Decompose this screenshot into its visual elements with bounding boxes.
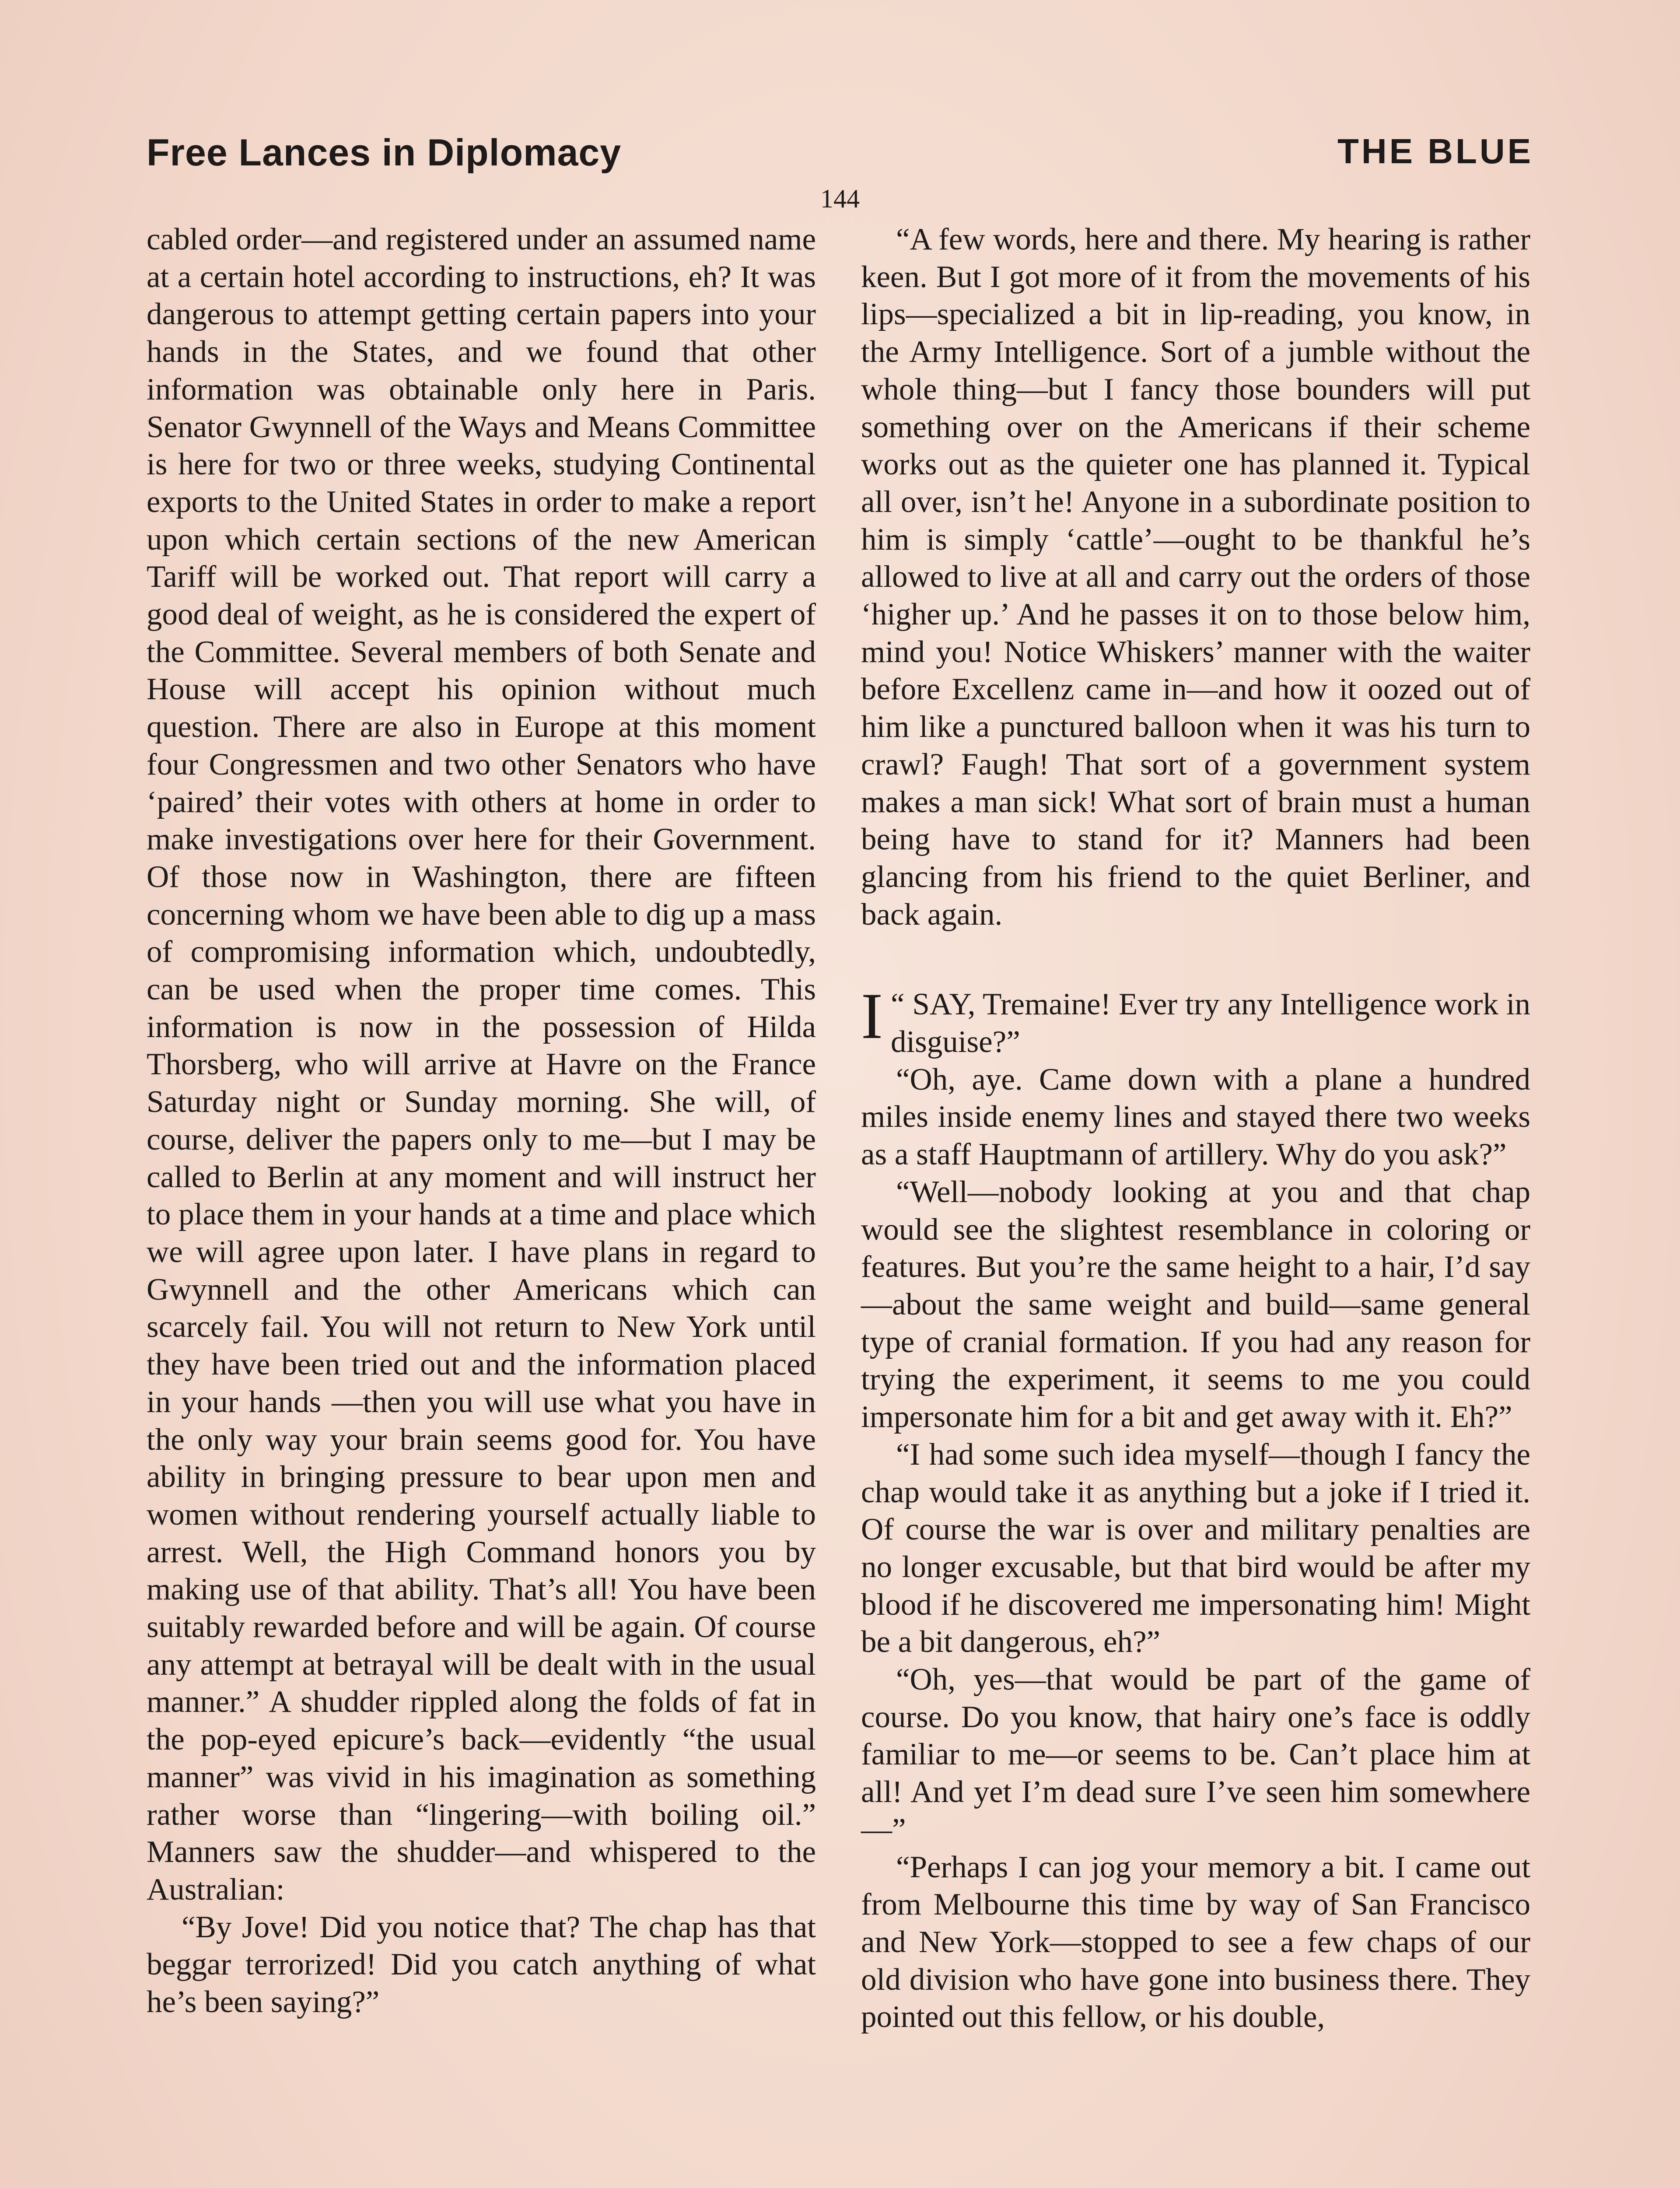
opening-text: SAY, Tremaine! Ever try any Intelligence work in disguise?”	[890, 987, 1530, 1059]
left-paragraph-1: cabled order—and registered under an assumed name at a certain hotel according to instructions, eh? It was dangerous to attempt getting certain papers into your hands in the States, and we found that other information was obtainable only here in Paris. Senator Gwynnell of the Ways and Means Committee is here for two or three weeks, studying Continental exports to the United States in order to make a report upon which certain sections of the new American Tariff will be worked out. That report will carry a good deal of weight, as he is considered the expert of the Committee. Several members of both Senate and House will accept his opinion without much question. There are also in Europe at this moment four Congressmen and two other Senators who have ‘paired’ their votes with others at home in order to make investigations over here for their Government. Of those now in Washington, there are fifteen concerning whom we have been able to dig up a mass of compromising information which, undoubtedly, can be used when the proper time comes. This information is now in the possession of Hilda Thorsberg, who will arrive at Havre on the France Saturday night or Sunday morning. She will, of course, deliver the papers only to me—but I may be called to Berlin at any moment and will instruct her to place them in your hands at a time and place which we will agree upon later. I have plans in regard to Gwynnell and the other Americans which can scarcely fail. You will not return to New York until they have been tried out and the information placed in your hands —then you will use what you have in the only way your brain seems good for. You have ability in bringing pressure to bear upon men and women without rendering yourself actually liable to arrest. Well, the High Command honors you by making use of that ability. That’s all! You have been suitably rewarded before and will be again. Of course any attempt at betrayal will be dealt with in the usual manner.” A shudder rippled along the folds of fat in the pop-eyed epicure’s back—evidently “the usual manner” was vivid in his imagination as something rather worse than “lingering—with boiling oil.” Manners saw the shudder—and whispered to the Australian:	[147, 222, 816, 1907]
right-paragraph-5: “I had some such idea myself—though I fancy the chap would take it as anything but a joke if I tried it. Of course the war is over and military penalties are no longer excusable, but that bird would be after my blood if he discovered me impersonating him! Might be a bit dangerous, eh?”	[861, 1437, 1530, 1659]
right-paragraph-4: “Well—nobody looking at you and that chap would see the slightest resemblance in coloring or features. But you’re the same height to a hair, I’d say—about the same weight and build—same general type of cranial formation. If you had any reason for trying the experiment, it seems to me you could impersonate him for a bit and get away with it. Eh?”	[861, 1175, 1530, 1434]
right-paragraph-3: “Oh, aye. Came down with a plane a hundred miles inside enemy lines and stayed there two weeks as a staff Hauptmann of artillery. Why do you ask?”	[861, 1062, 1530, 1172]
right-paragraph-7: “Perhaps I can jog your memory a bit. I came out from Melbourne this time by way of San Francisco and New York—stopped to see a few chaps of our old division who have gone into business there. They pointed out this fellow, or his double,	[861, 1850, 1530, 2034]
right-paragraph-1: “A few words, here and there. My hearing is rather keen. But I got more of it from the movements of his lips—specialized a bit in lip-reading, you know, in the Army Intelligence. Sort of a jumble without the whole thing—but I fancy those bounders will put something over on the Americans if their scheme works out as the quieter one has planned it. Typical all over, isn’t he! Anyone in a subordinate position to him is simply ‘cattle’—ought to be thankful he’s allowed to live at all and carry out the orders of those ‘higher up.’ And he passes it on to those below him, mind you! Notice Whiskers’ manner with the waiter before Excellenz came in—and how it oozed out of him like a punctured balloon when it was his turn to crawl? Faugh! That sort of a government system makes a man sick! What sort of brain must a human being have to stand for it? Manners had been glancing from his friend to the quiet Berliner, and back again.	[861, 222, 1530, 932]
running-title: Free Lances in Diplomacy	[147, 132, 622, 174]
magazine-name: THE BLUE	[1337, 132, 1533, 171]
right-column	[861, 221, 1530, 2036]
right-paragraph-6: “Oh, yes—that would be part of the game of course. Do you know, that hairy one’s face is oddly familiar to me—or seems to be. Can’t place him at all! And yet I’m dead sure I’ve seen him somewhere—”	[861, 1662, 1530, 1847]
drop-cap: I	[861, 980, 883, 1053]
section-opening-paragraph	[861, 980, 1530, 1061]
left-paragraph-2: “By Jove! Did you notice that? The chap has that beggar terrorized! Did you catch anything of what he’s been saying?”	[147, 1910, 816, 2020]
dropcap-quote: “	[890, 987, 905, 1022]
left-column	[147, 221, 816, 2021]
page-number: 144	[820, 184, 860, 213]
